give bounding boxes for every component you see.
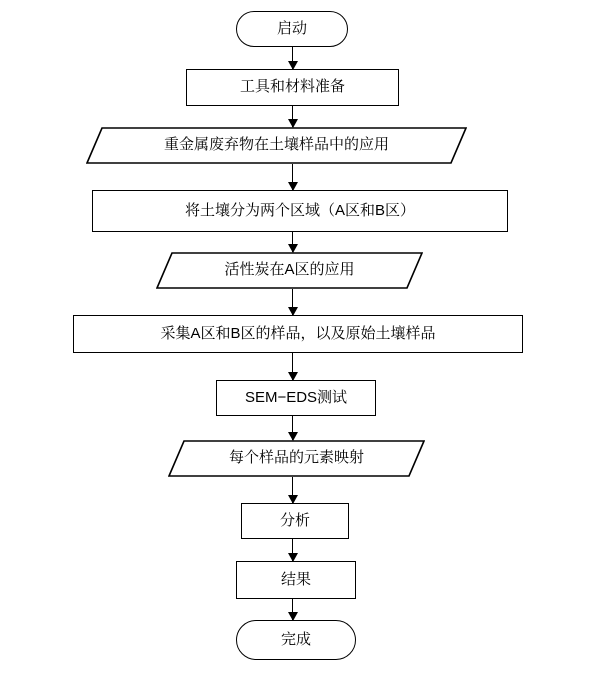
connector-split-carbon — [292, 232, 293, 252]
node-apply-heavy-metal-waste-label: 重金属废弃物在土壤样品中的应用 — [163, 136, 389, 154]
node-analysis[interactable] — [241, 503, 349, 539]
node-start-label: 启动 — [276, 19, 307, 37]
connector-prep-apply — [292, 106, 293, 127]
node-split-soil-into-two-zones-label: 将土壤分为两个区域（A区和B区） — [184, 201, 415, 219]
connector-carbon-collect — [292, 289, 293, 315]
node-element-mapping-per-sample[interactable] — [168, 440, 425, 477]
node-apply-activated-carbon-zone-a[interactable] — [156, 252, 423, 289]
node-tools-and-materials-preparation-label: 工具和材料准备 — [239, 78, 345, 96]
connector-results-done — [292, 599, 293, 620]
node-collect-samples-label: 采集A区和B区的样品，以及原始土壤样品 — [160, 324, 436, 342]
node-done-label: 完成 — [280, 630, 311, 648]
connector-analysis-results — [292, 539, 293, 561]
node-element-mapping-per-sample-label: 每个样品的元素映射 — [228, 449, 364, 467]
node-apply-activated-carbon-zone-a-label: 活性炭在A区的应用 — [224, 261, 355, 279]
connector-semeds-mapping — [292, 416, 293, 440]
connector-mapping-analysis — [292, 477, 293, 503]
node-results[interactable] — [236, 561, 356, 599]
connector-apply-split — [292, 164, 293, 190]
node-sem-eds-test[interactable] — [216, 380, 376, 416]
node-collect-samples[interactable] — [73, 315, 523, 353]
connector-collect-semeds — [292, 353, 293, 380]
node-split-soil-into-two-zones[interactable] — [92, 190, 508, 232]
node-results-label: 结果 — [280, 570, 311, 588]
node-done[interactable] — [236, 620, 356, 660]
node-tools-and-materials-preparation[interactable] — [186, 69, 399, 106]
node-sem-eds-test-label: SEM−EDS测试 — [244, 388, 348, 406]
node-apply-heavy-metal-waste[interactable] — [86, 127, 467, 164]
node-start[interactable] — [236, 11, 348, 47]
connector-start-prep — [292, 47, 293, 69]
node-analysis-label: 分析 — [279, 511, 310, 529]
